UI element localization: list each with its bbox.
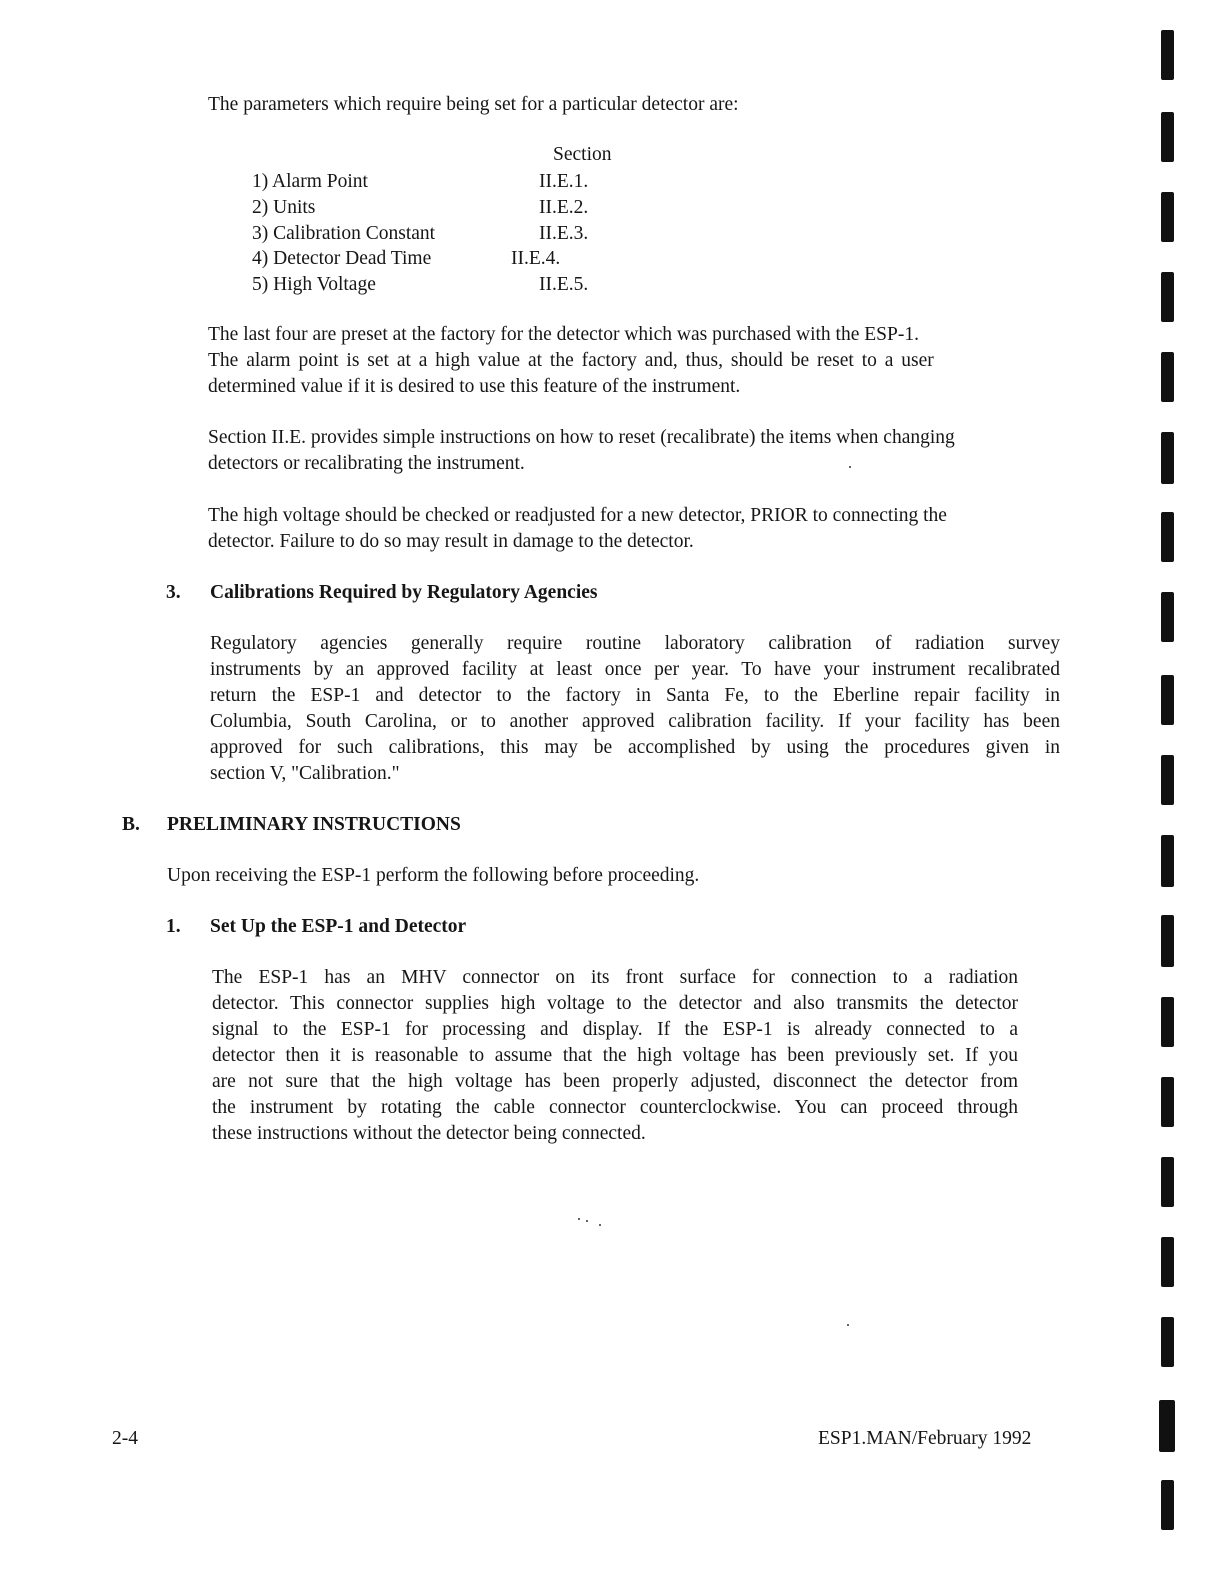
text-line: these instructions without the detector being connected. [212, 1123, 646, 1144]
text-line: the instrument by rotating the cable connector counterclockwise. You can proceed through [212, 1097, 1018, 1118]
binder-mark [1161, 835, 1174, 887]
section-heading: Calibrations Required by Regulatory Agencies [210, 582, 598, 603]
binder-mark [1161, 592, 1174, 642]
scan-speck [847, 1324, 849, 1326]
binder-mark [1161, 675, 1174, 725]
params-table-header: Section [553, 144, 612, 165]
binder-mark [1159, 1400, 1175, 1452]
binder-mark [1161, 997, 1174, 1047]
section-number: 3. [166, 582, 181, 603]
scan-speck [586, 1220, 588, 1222]
text-line: The high voltage should be checked or readjusted for a new detector, PRIOR to connecting the [208, 505, 947, 526]
paragraph-section-iie [208, 425, 1068, 477]
text-line: detector. Failure to do so may result in damage to the detector. [208, 531, 694, 552]
scan-speck [849, 466, 851, 468]
binder-mark [1161, 1237, 1174, 1287]
binder-mark [1161, 352, 1174, 402]
paragraph-upon-receiving: Upon receiving the ESP-1 perform the following before proceeding. [167, 865, 700, 886]
text-line: The last four are preset at the factory for the detector which was purchased with the ESP-1. [208, 324, 919, 345]
param-section: II.E.2. [539, 197, 589, 218]
text-line: The alarm point is set at a high value at the factory and, thus, should be reset to a user [208, 350, 934, 371]
page-number: 2-4 [112, 1428, 138, 1449]
binder-mark [1161, 192, 1174, 242]
binder-mark [1161, 30, 1174, 80]
text-line: return the ESP-1 and detector to the factory in Santa Fe, to the Eberline repair facility in [210, 685, 1060, 706]
binder-mark [1161, 112, 1174, 162]
section-heading: PRELIMINARY INSTRUCTIONS [167, 814, 461, 835]
text-line: Regulatory agencies generally require routine laboratory calibration of radiation survey [210, 633, 1060, 654]
binder-mark [1161, 1480, 1174, 1530]
text-line: approved for such calibrations, this may be accomplished by using the procedures given in [210, 737, 1060, 758]
param-section: II.E.1. [539, 171, 589, 192]
text-line: Columbia, South Carolina, or to another approved calibration facility. If your facility has been [210, 711, 1060, 732]
scan-speck [578, 1218, 580, 1220]
paragraph-high-voltage [208, 503, 1068, 555]
param-label: 4) Detector Dead Time [252, 248, 432, 269]
text-line: detectors or recalibrating the instrument. [208, 453, 525, 474]
document-id: ESP1.MAN/February 1992 [818, 1428, 1032, 1449]
text-line: detector then it is reasonable to assume that the high voltage has been previously set. If you [212, 1045, 1018, 1066]
section-number: B. [122, 814, 140, 835]
binder-mark [1161, 272, 1174, 322]
text-line: are not sure that the high voltage has been properly adjusted, disconnect the detector from [212, 1071, 1018, 1092]
binder-mark [1161, 1157, 1174, 1207]
paragraph-regulatory [210, 631, 1060, 787]
text-line: signal to the ESP-1 for processing and display. If the ESP-1 is already connected to a [212, 1019, 1018, 1040]
binder-mark [1161, 915, 1174, 967]
intro-text: The parameters which require being set for a particular detector are: [208, 94, 739, 115]
param-section: II.E.4. [511, 248, 561, 269]
text-line: Section II.E. provides simple instructions on how to reset (recalibrate) the items when changing [208, 427, 955, 448]
param-label: 2) Units [252, 197, 316, 218]
param-label: 1) Alarm Point [252, 171, 368, 192]
paragraph-setup [212, 965, 1018, 1147]
paragraph-preset [208, 322, 1028, 400]
binder-mark [1161, 432, 1174, 484]
param-section: II.E.5. [539, 274, 589, 295]
binder-mark [1161, 512, 1174, 562]
text-line: detector. This connector supplies high voltage to the detector and also transmits the detector [212, 993, 1018, 1014]
binder-mark [1161, 755, 1174, 805]
text-line: determined value if it is desired to use this feature of the instrument. [208, 376, 741, 397]
scan-speck [599, 1224, 601, 1226]
binder-mark [1161, 1077, 1174, 1127]
param-section: II.E.3. [539, 223, 589, 244]
param-label: 3) Calibration Constant [252, 223, 436, 244]
section-heading: Set Up the ESP-1 and Detector [210, 916, 467, 937]
section-number: 1. [166, 916, 181, 937]
text-line: The ESP-1 has an MHV connector on its front surface for connection to a radiation [212, 967, 1018, 988]
text-line: section V, "Calibration." [210, 763, 400, 784]
param-label: 5) High Voltage [252, 274, 376, 295]
binder-mark [1161, 1317, 1174, 1367]
text-line: instruments by an approved facility at least once per year. To have your instrument recalibrated [210, 659, 1060, 680]
